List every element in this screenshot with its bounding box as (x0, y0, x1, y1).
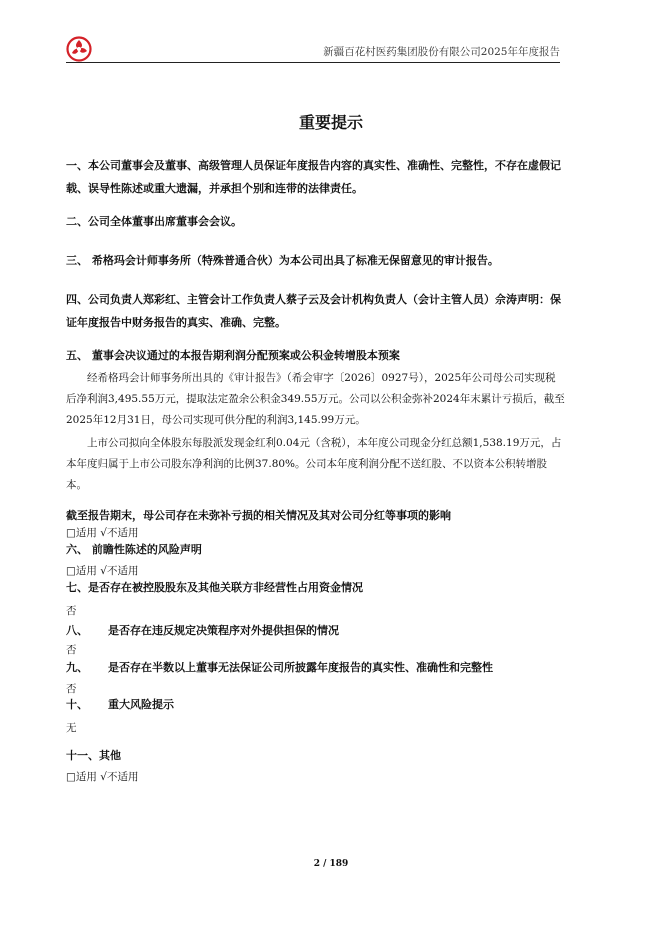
uncovered-loss-applicability: □适用 √不适用 (66, 527, 139, 539)
item-five-heading: 五、 董事会决议通过的本报告期利润分配预案或公积金转增股本预案 (66, 349, 400, 362)
item-seven-answer: 否 (66, 605, 77, 617)
company-logo (66, 36, 92, 62)
page-number: 2 / 189 (313, 859, 349, 869)
item-one-text: 一、本公司董事会及董事、高级管理人员保证年度报告内容的真实性、准确性、完整性，不存在虚假记载、误导性陈述或重大遗漏，并承担个别和连带的法律责任。 (66, 159, 561, 195)
item-nine-text: 是否存在半数以上董事无法保证公司所披露年度报告的真实性、准确性和完整性 (108, 661, 493, 674)
profit-distribution-paragraph-2: 上市公司拟向全体股东每股派发现金红利0.04元（含税），本年度公司现金分红总额1,538.19万元，占本年度归属于上市公司股东净利润的比例37.80%。公司本年度利润分配不送红股、不以资本公积转增股本。 (66, 437, 562, 491)
item-ten-heading (66, 693, 174, 716)
item-eleven-heading: 十一、其他 (66, 749, 121, 762)
item-ten-number: 十、 (66, 698, 88, 711)
item-nine-heading (66, 656, 493, 679)
item-nine-answer: 否 (66, 683, 77, 695)
item-three-text: 三、 希格玛会计师事务所（特殊普通合伙）为本公司出具了标准无保留意见的审计报告。 (66, 254, 499, 267)
page-title: 重要提示 (298, 113, 363, 132)
item-ten-text: 重大风险提示 (108, 698, 174, 711)
item-eight-text: 是否存在违反规定决策程序对外提供担保的情况 (108, 624, 339, 637)
uncovered-loss-heading: 截至报告期末，母公司存在未弥补亏损的相关情况及其对公司分红等事项的影响 (66, 509, 451, 522)
item-six-applicability: □适用 √不适用 (66, 565, 139, 577)
item-nine-number: 九、 (66, 661, 88, 674)
item-eight-heading (66, 619, 339, 642)
header-report-name: 新疆百花村医药集团股份有限公司2025年年度报告 (323, 46, 560, 58)
item-four-text: 四、公司负责人郑彩红、主管会计工作负责人蔡子云及会计机构负责人（会计主管人员）佘涛声明：保证年度报告中财务报告的真实、准确、完整。 (66, 293, 561, 329)
header-divider (66, 62, 560, 63)
item-six-heading: 六、 前瞻性陈述的风险声明 (66, 543, 202, 556)
item-eight-answer: 否 (66, 644, 77, 656)
profit-distribution-paragraph-1: 经希格玛会计师事务所出具的《审计报告》（希会审字〔2026〕0927号），2025年公司母公司实现税后净利润3,495.55万元，提取法定盈余公积金349.55万元。公司以公积金弥补2024年末累计亏损后，截至2025年12月31日，母公司实现可供分配的利润3,145.99万元。 (66, 372, 565, 426)
item-eleven-applicability: □适用 √不适用 (66, 771, 139, 783)
item-seven-heading: 七、是否存在被控股股东及其他关联方非经营性占用资金情况 (66, 581, 363, 594)
item-eight-number: 八、 (66, 624, 88, 637)
item-two-text: 二、公司全体董事出席董事会会议。 (66, 215, 242, 228)
item-ten-answer: 无 (66, 722, 77, 734)
